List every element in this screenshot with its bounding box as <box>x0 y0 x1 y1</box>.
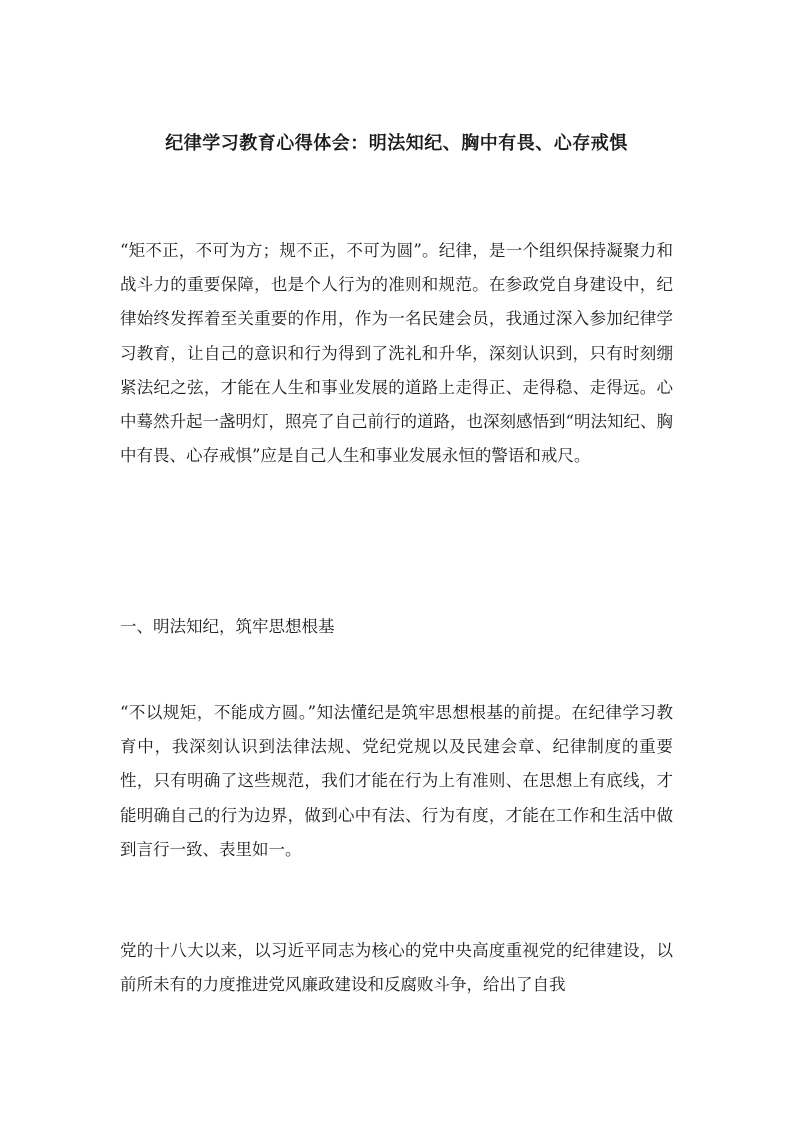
document-title: 纪律学习教育心得体会：明法知纪、胸中有畏、心存戒惧 <box>165 133 628 154</box>
paragraph-section-1: “不以规矩，不能成方圆。”知法懂纪是筑牢思想根基的前提。在纪律学习教育中，我深刻认识到法律法规、党纪党规以及民建会章、纪律制度的重要性，只有明确了这些规范，我们才能在行为上有准则、在思想上有底线，才能明确自己的行为边界，做到心中有法、行为有度，才能在工作和生活中做到言行一致、表里如一。 <box>120 703 673 859</box>
paragraph-intro: “矩不正，不可为方；规不正，不可为圆”。纪律，是一个组织保持凝聚力和战斗力的重要保障，也是个人行为的准则和规范。在参政党自身建设中，纪律始终发挥着至关重要的作用，作为一名民建会员，我通过深入参加纪律学习教育，让自己的意识和行为得到了洗礼和升华，深刻认识到，只有时刻绷紧法纪之弦，才能在人生和事业发展的道路上走得正、走得稳、走得远。心中蓦然升起一盏明灯，照亮了自己前行的道路，也深刻感悟到“明法知纪、胸中有畏、心存戒惧”应是自己人生和事业发展永恒的警语和戒尺。 <box>120 241 673 466</box>
section-heading-1: 一、明法知纪，筑牢思想根基 <box>120 617 335 636</box>
paragraph-section-1-continued: 党的十八大以来，以习近平同志为核心的党中央高度重视党的纪律建设，以前所未有的力度推进党风廉政建设和反腐败斗争，给出了自我 <box>120 941 673 995</box>
